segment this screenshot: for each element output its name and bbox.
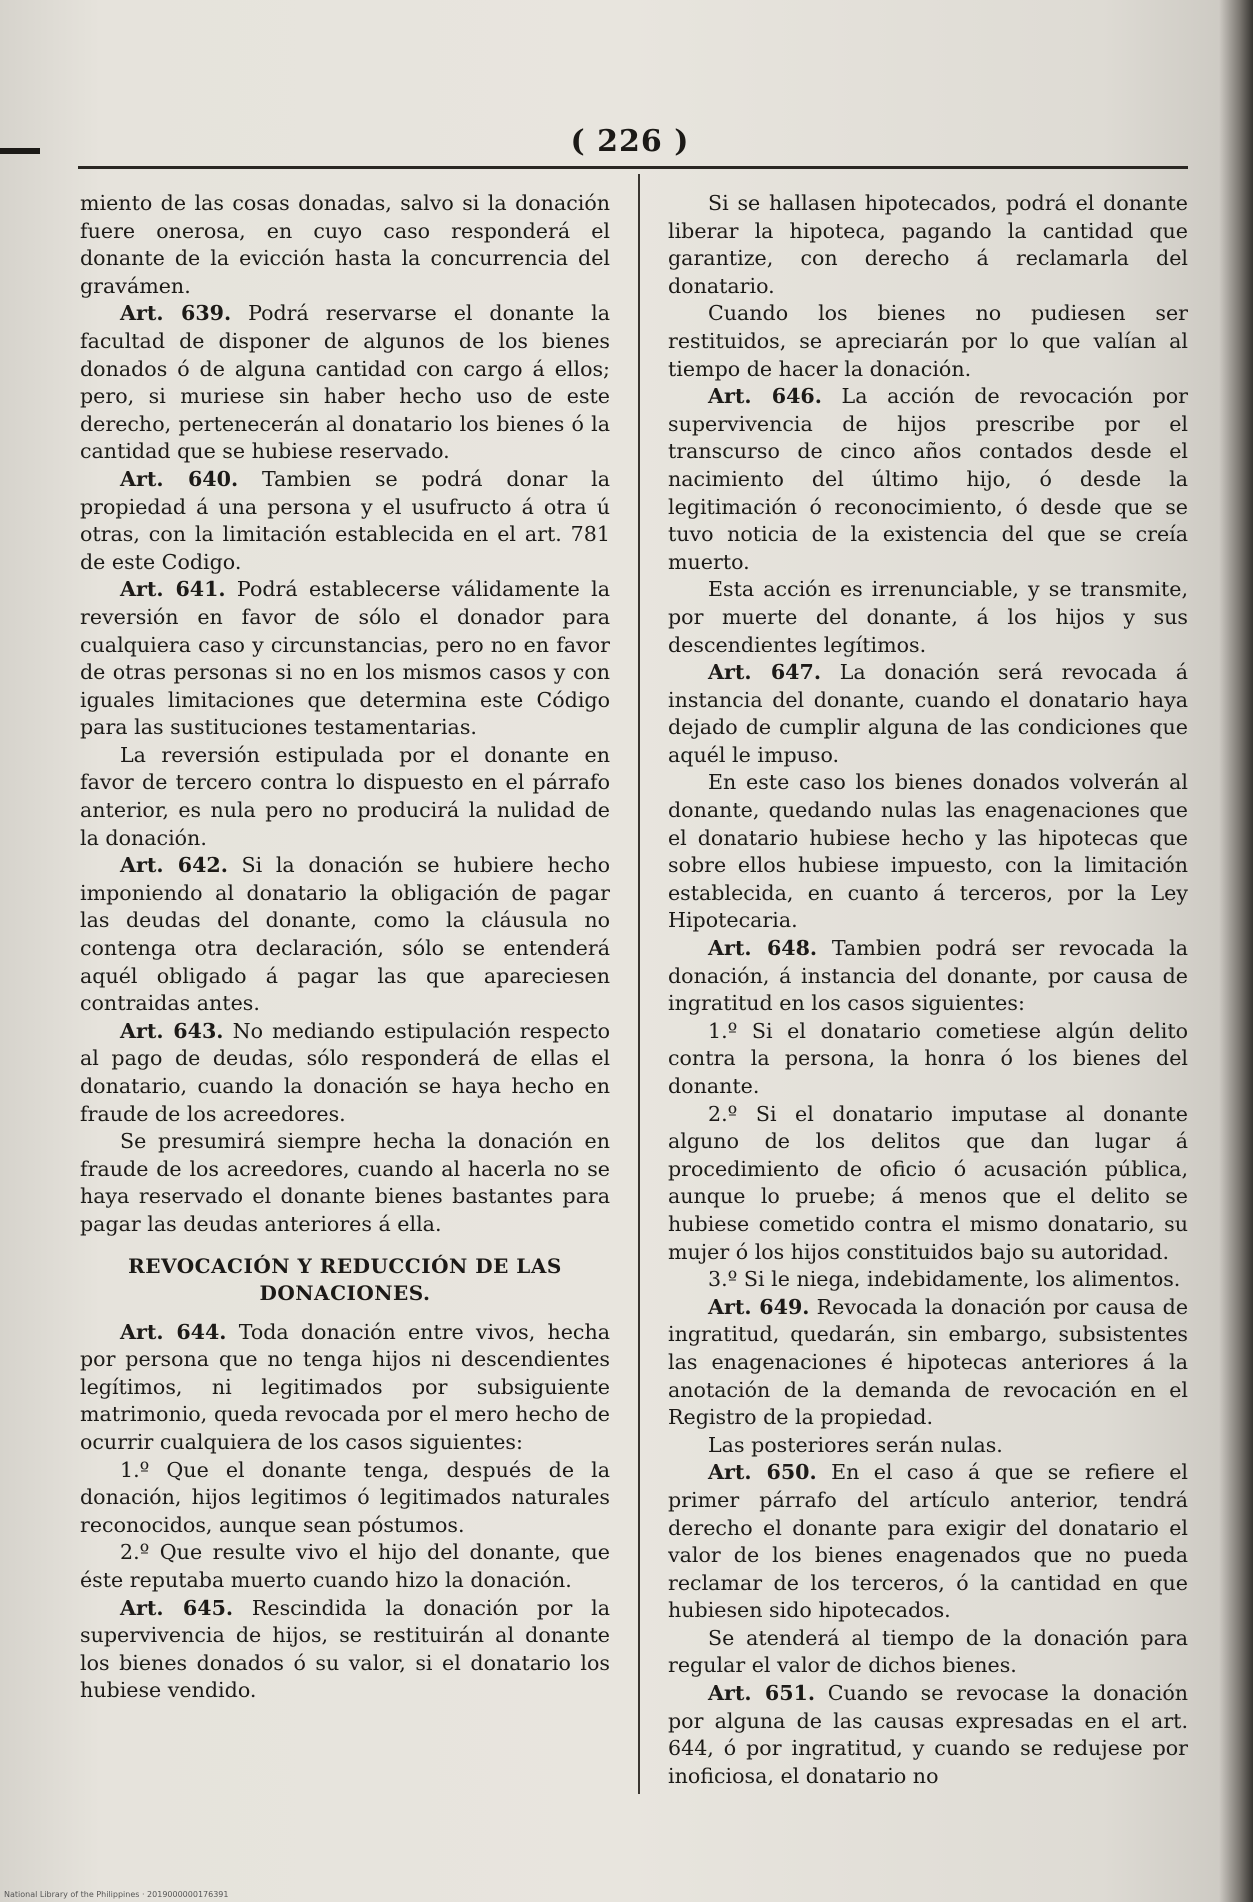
margin-mark — [0, 148, 40, 154]
article-649 — [668, 1294, 1188, 1432]
article-text: La donación será revocada á instancia del donante, cuando el donatario haya dejado de cumplir alguna de las condiciones que aquél le impuso. — [668, 660, 1188, 767]
article-label: Art. 643. — [120, 1018, 224, 1043]
article-639 — [80, 300, 610, 466]
article-647-paragraph: En este caso los bienes donados volverán al donante, quedando nulas las enagenaciones que el donatario hubiese hecho y las hipotecas que sobre ellos hubiese impuesto, con la limitación establecida, en cuanto á terceros, por la Ley Hipotecaria. — [668, 770, 1188, 933]
article-label: Art. 642. — [120, 853, 228, 878]
article-text: Tambien se podrá donar la propiedad á una persona y el usufructo á otra ú otras, con la limitación establecida en el art. 781 de este Codigo. — [80, 466, 610, 574]
article-648-item-3: 3.º Si le niega, indebidamente, los alimentos. — [708, 1267, 1181, 1292]
article-label: Art. 648. — [708, 936, 818, 961]
left-column — [80, 190, 610, 1790]
article-645 — [80, 1595, 610, 1705]
article-label: Art. 639. — [120, 301, 232, 326]
article-648 — [668, 935, 1188, 1018]
article-642 — [80, 852, 610, 1018]
header-rule — [78, 166, 1188, 169]
article-text: En el caso á que se refiere el primer párrafo del artículo anterior, tendrá derecho el donante para exigir del donatario el valor de los bienes enagenados que no pueda reclamar de los terceros, ó la cantidad en que hubiesen sido hipotecados. — [668, 1460, 1188, 1623]
paragraph-continuation: miento de las cosas donadas, salvo si la donación fuere onerosa, en cuyo caso responderá el donante de la evicción hasta la concurrencia del gravámen. — [80, 191, 610, 298]
page-number: ( 226 ) — [570, 124, 690, 159]
column-divider — [638, 174, 640, 1794]
article-641-paragraph: La reversión estipulada por el donante en favor de tercero contra lo dispuesto en el párrafo anterior, es nula pero no producirá la nulidad de la donación. — [80, 742, 610, 850]
paragraph: Si se hallasen hipotecados, podrá el donante liberar la hipoteca, pagando la cantidad que garantize, con derecho á reclamarla del donatario. — [668, 191, 1188, 298]
section-heading: REVOCACIÓN Y REDUCCIÓN DE LAS DONACIONES. — [128, 1253, 562, 1305]
article-647 — [668, 659, 1188, 769]
article-label: Art. 641. — [120, 577, 226, 602]
article-644-item-2: 2.º Que resulte vivo el hijo del donante, que éste reputaba muerto cuando hizo la donación. — [80, 1540, 610, 1592]
article-650 — [668, 1459, 1188, 1625]
article-646 — [668, 383, 1188, 576]
article-label: Art. 645. — [120, 1595, 234, 1620]
article-label: Art. 650. — [708, 1460, 817, 1485]
article-text: No mediando estipulación respecto al pago de deudas, sólo responderá de ellas el donatario, cuando la donación se haya hecho en fraude de los acreedores. — [80, 1018, 610, 1126]
article-text: Podrá reservarse el donante la facultad de disponer de algunos de los bienes donados ó de alguna cantidad con cargo á ellos; pero, si muriese sin haber hecho uso de este derecho, pertenecerán al donatario los bienes ó la cantidad que se hubiese reservado. — [80, 301, 610, 464]
paragraph: Cuando los bienes no pudiesen ser restituidos, se apreciarán por lo que valían al tiempo de hacer la donación. — [668, 301, 1188, 381]
article-641 — [80, 576, 610, 742]
article-644 — [80, 1319, 610, 1457]
article-640 — [80, 466, 610, 576]
article-label: Art. 644. — [120, 1319, 227, 1344]
article-648-item-1: 1.º Si el donatario cometiese algún delito contra la persona, la honra ó los bienes del donante. — [668, 1018, 1188, 1098]
article-text: Cuando se revocase la donación por alguna de las causas expresadas en el art. 644, ó por ingratitud, y cuando se redujese por inoficiosa, el donatario no — [668, 1681, 1188, 1788]
article-646-paragraph: Esta acción es irrenunciable, y se transmite, por muerte del donante, á los hijos y sus descendientes legítimos. — [668, 577, 1188, 657]
article-label: Art. 649. — [708, 1294, 810, 1319]
article-650-paragraph: Se atenderá al tiempo de la donación para regular el valor de dichos bienes. — [668, 1625, 1188, 1678]
article-648-item-2: 2.º Si el donatario imputase al donante alguno de los delitos que dan lugar á procedimiento de oficio ó acusación pública, aunque lo pruebe; á menos que el delito se hubiese cometido contra el mismo donatario, su mujer ó los hijos constituidos bajo su autoridad. — [668, 1101, 1188, 1264]
article-text: Revocada la donación por causa de ingratitud, quedarán, sin embargo, subsistentes las enagenaciones é hipotecas anteriores á la anotación de la demanda de revocación en el Registro de la propiedad. — [668, 1294, 1188, 1430]
article-651 — [668, 1680, 1188, 1790]
article-label: Art. 647. — [708, 660, 822, 685]
right-column — [668, 190, 1188, 1790]
article-text: Si la donación se hubiere hecho imponiendo al donatario la obligación de pagar las deudas del donante, como la cláusula no contenga otra declaración, sólo se entenderá aquél obligado á pagar las que apareciesen contraidas antes. — [80, 853, 610, 1016]
article-643 — [80, 1018, 610, 1128]
article-text: Rescindida la donación por la supervivencia de hijos, se restituirán al donante los bienes donados ó su valor, si el donatario los hubiese vendido. — [80, 1595, 610, 1703]
article-643-paragraph: Se presumirá siempre hecha la donación en fraude de los acreedores, cuando al hacerla no se haya reservado el donante bienes bastantes para pagar las deudas anteriores á ella. — [80, 1129, 610, 1236]
article-text: La acción de revocación por supervivencia de hijos prescribe por el transcurso de cinco años contados desde el nacimiento del último hijo, ó desde la legitimación ó reconocimiento, ó desde que se tuvo noticia de la existencia del que se creía muerto. — [668, 384, 1188, 574]
article-text: Toda donación entre vivos, hecha por persona que no tenga hijos ni descendientes legítimos, ni legitimados por subsiguiente matrimonio, queda revocada por el mero hecho de ocurrir cualquiera de los casos siguientes: — [80, 1319, 610, 1454]
article-label: Art. 651. — [708, 1681, 816, 1706]
article-644-item-1: 1.º Que el donante tenga, después de la donación, hijos legitimos ó legitimados naturales reconocidos, aunque sean póstumos. — [80, 1457, 610, 1537]
article-label: Art. 646. — [708, 384, 822, 409]
scan-footer: National Library of the Philippines · 2019000000176391 — [4, 1890, 229, 1899]
article-label: Art. 640. — [120, 466, 239, 491]
article-text: Podrá establecerse válidamente la reversión en favor de sólo el donador para cualquiera caso y circunstancias, pero no en favor de otras personas si no en los mismos casos y con iguales limitaciones que determina este Código para las sustituciones testamentarias. — [80, 577, 610, 740]
article-text: Tambien podrá ser revocada la donación, á instancia del donante, por causa de ingratitud en los casos siguientes: — [668, 936, 1188, 1016]
article-649-paragraph: Las posteriores serán nulas. — [708, 1432, 1003, 1457]
book-spine-shadow — [1219, 0, 1253, 1902]
